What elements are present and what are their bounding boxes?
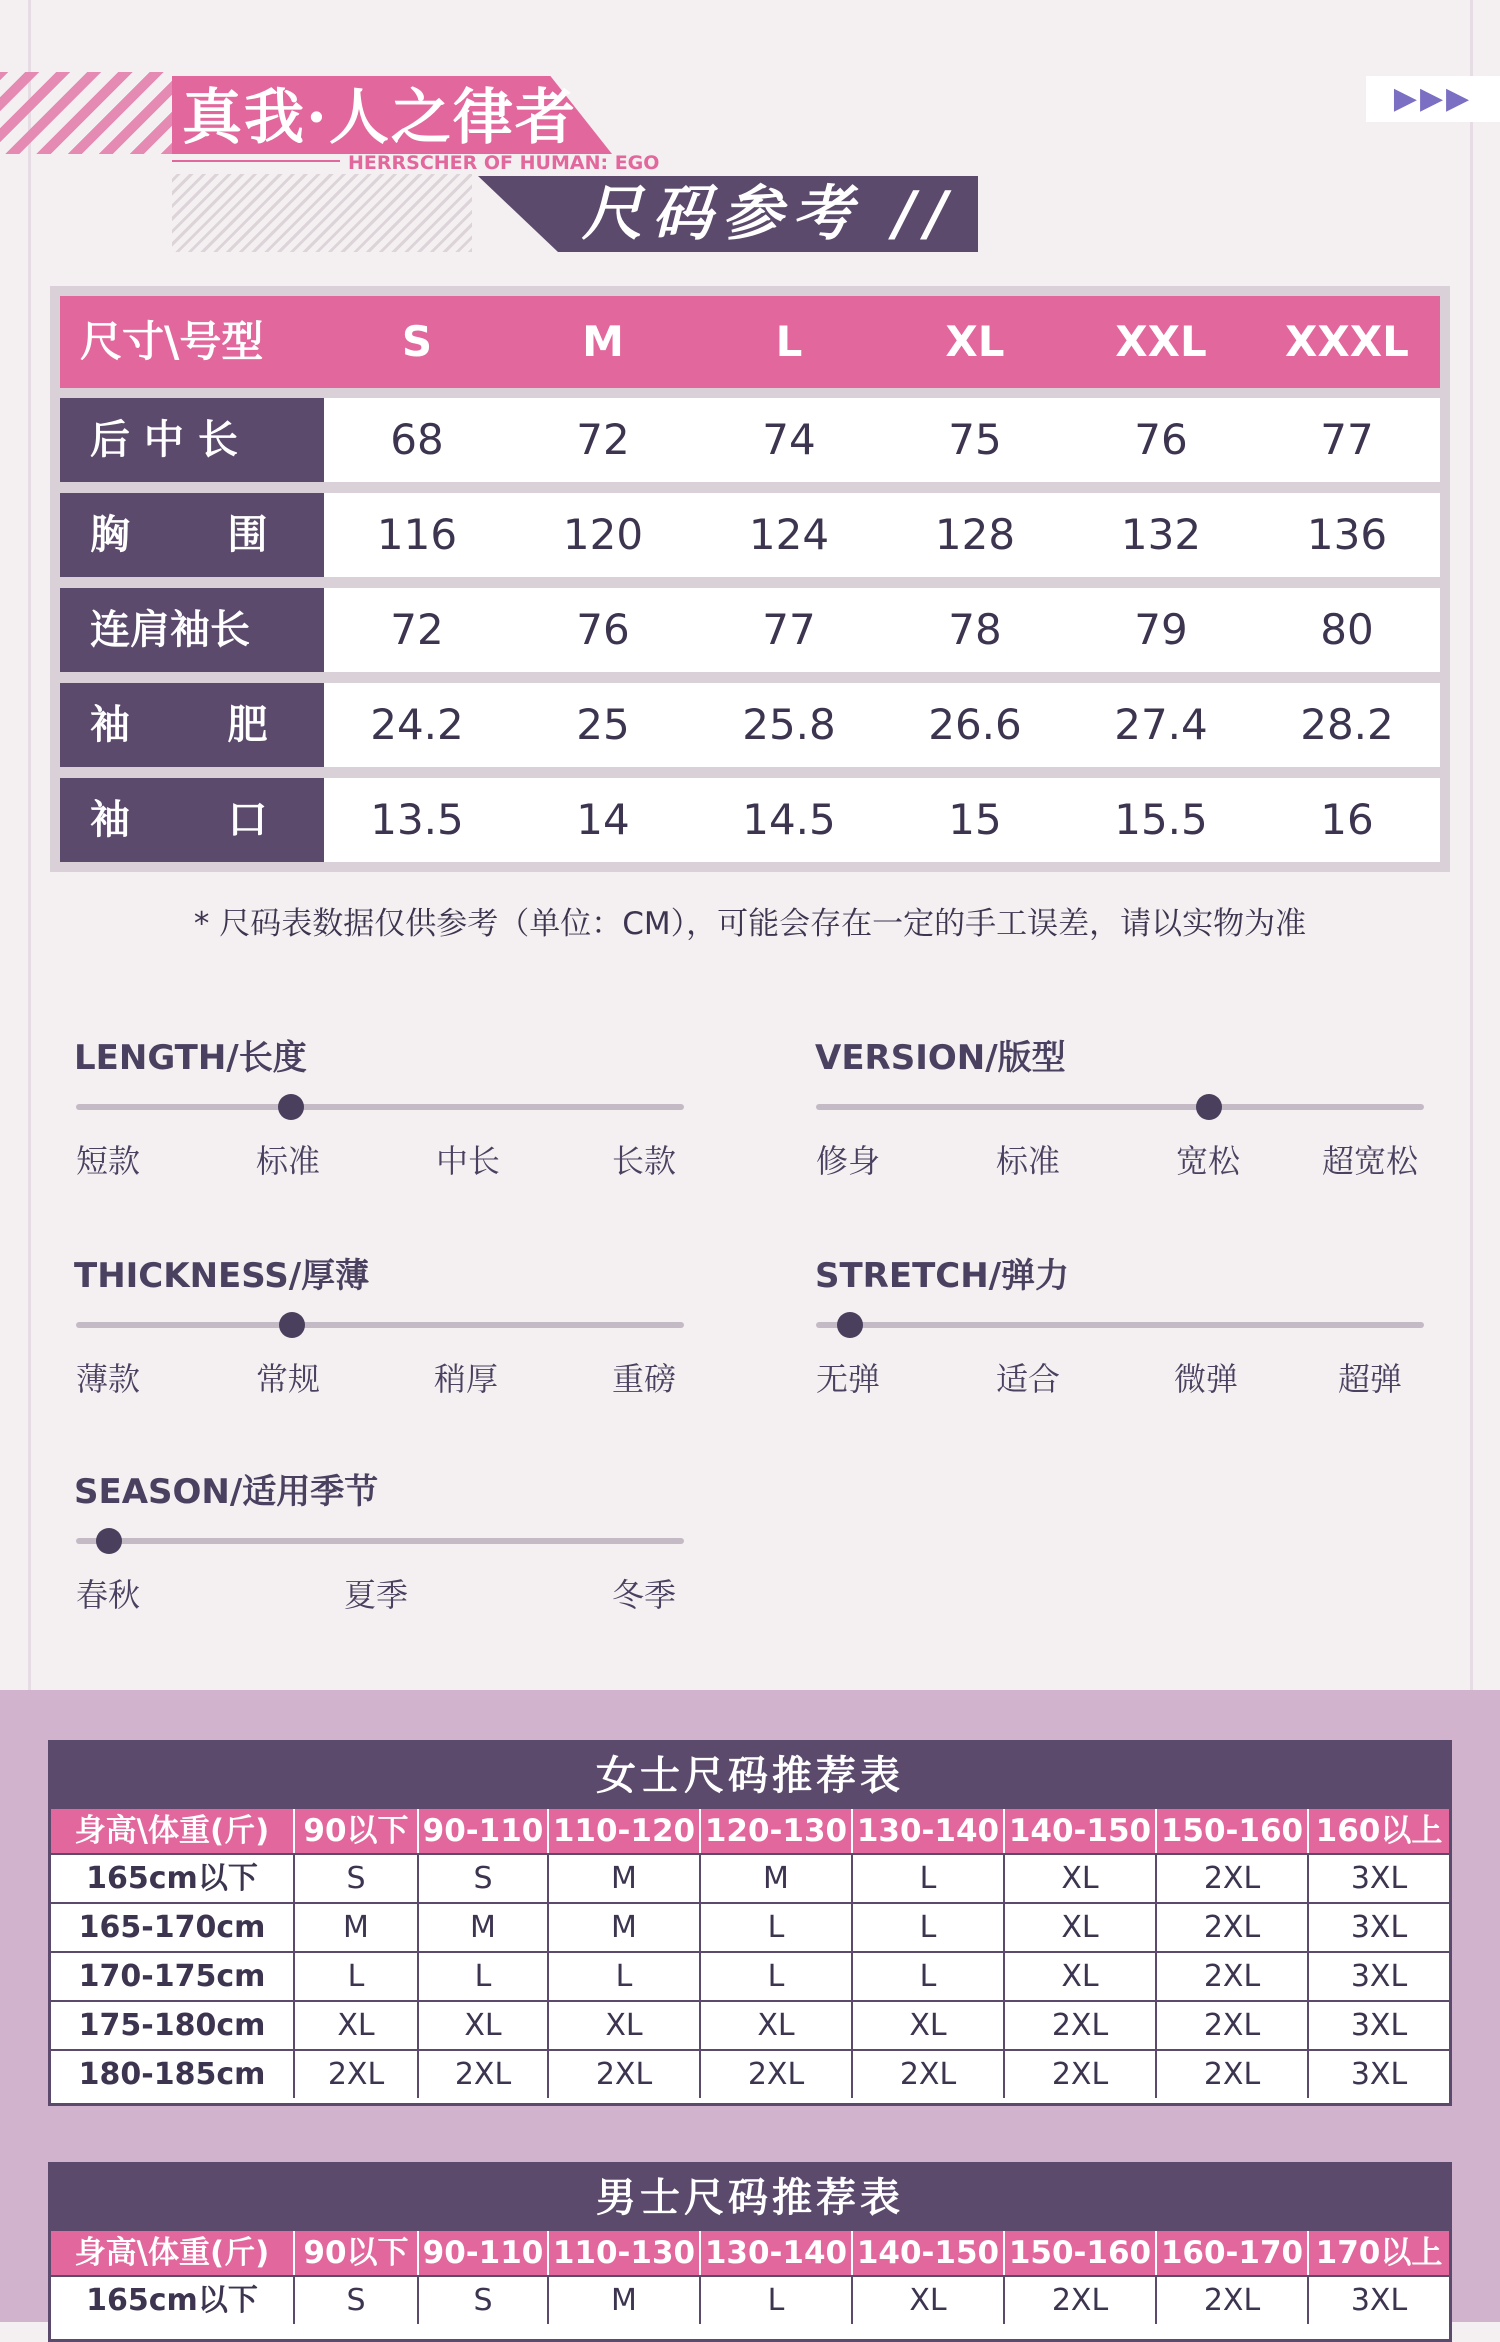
table-cell: 128: [934, 510, 1016, 559]
header-cell: S: [401, 317, 433, 366]
table-cell: XL: [1003, 1953, 1155, 2000]
row-label: 袖 口: [60, 778, 324, 862]
slider-title: LENGTH/长度: [74, 1038, 307, 1078]
header-cell: 160以上: [1307, 1809, 1449, 1853]
slider-title: STRETCH/弹力: [815, 1256, 1070, 1296]
table-cell: 76: [576, 605, 630, 654]
slider-label: 宽松: [1176, 1142, 1241, 1180]
table-row: [51, 2000, 1449, 2049]
table-cell: XL: [293, 2002, 417, 2049]
table-cell: 26.6: [928, 700, 1022, 749]
header-cell: 160-170: [1155, 2231, 1307, 2275]
table-cell: XL: [851, 2002, 1003, 2049]
header-cell: 90-110: [417, 1809, 547, 1853]
slider-label: 标准: [996, 1142, 1061, 1180]
table-cell: L: [699, 1904, 851, 1951]
header-cell: 90-110: [417, 2231, 547, 2275]
slider-track: [816, 1322, 1424, 1328]
table-cell: 14.5: [742, 795, 836, 844]
table-row: [51, 1853, 1449, 1902]
row-label: 袖 肥: [60, 683, 324, 767]
table-cell: M: [547, 1855, 699, 1902]
table-cell: 2XL: [1155, 2002, 1307, 2049]
table-cell: 2XL: [1155, 1855, 1307, 1902]
table-cell: 14: [576, 795, 630, 844]
header-cell: M: [582, 317, 624, 366]
slider-label: 超宽松: [1322, 1142, 1419, 1180]
table-title: 男士尺码推荐表: [51, 2165, 1449, 2231]
slider-label: 标准: [256, 1142, 321, 1180]
table-cell: 16: [1320, 795, 1374, 844]
header-cell: 130-140: [851, 1809, 1003, 1853]
slider-label: 短款: [76, 1142, 141, 1180]
table-cell: 2XL: [1155, 1953, 1307, 2000]
slider-label: 薄款: [76, 1360, 141, 1398]
decor-stripes: [0, 72, 175, 154]
table-cell: 2XL: [293, 2051, 417, 2098]
header-cell: 110-130: [547, 2231, 699, 2275]
table-cell: 2XL: [699, 2051, 851, 2098]
slider-label: 微弹: [1174, 1360, 1239, 1398]
table-cell: M: [547, 2277, 699, 2324]
slider-label: 稍厚: [434, 1360, 499, 1398]
table-cell: 2XL: [417, 2051, 547, 2098]
row-label: 后 中 长: [60, 398, 324, 482]
decor-line: [172, 160, 340, 162]
table-cell: S: [293, 1855, 417, 1902]
table-cell: 3XL: [1307, 1855, 1449, 1902]
header-cell: 120-130: [699, 1809, 851, 1853]
table-cell: 180-185cm: [78, 2057, 266, 2092]
header-cell: 140-150: [1003, 1809, 1155, 1853]
header-cell: XXXL: [1285, 317, 1409, 366]
table-cell: 3XL: [1307, 1904, 1449, 1951]
slider-knob: [279, 1312, 305, 1338]
table-cell: 24.2: [370, 700, 464, 749]
table-cell: L: [851, 1855, 1003, 1902]
table-row: [60, 778, 1440, 862]
table-cell: 25.8: [742, 700, 836, 749]
slider-label: 长款: [612, 1142, 677, 1180]
table-cell: M: [293, 1904, 417, 1951]
table-cell: 2XL: [1003, 2051, 1155, 2098]
table-cell: 2XL: [1003, 2277, 1155, 2324]
product-subtitle-en: HERRSCHER OF HUMAN: EGO: [348, 152, 660, 174]
slider-title: THICKNESS/厚薄: [74, 1256, 370, 1296]
slider-knob: [1196, 1094, 1222, 1120]
table-cell: 25: [576, 700, 630, 749]
table-cell: XL: [1003, 1855, 1155, 1902]
table-cell: 120: [562, 510, 644, 559]
men-size-table: [48, 2162, 1452, 2342]
slider-label: 中长: [436, 1142, 501, 1180]
header-cell: XL: [945, 317, 1005, 366]
table-cell: 74: [762, 415, 816, 464]
table-cell: 124: [748, 510, 830, 559]
table-header: [51, 1809, 1449, 1853]
table-cell: 2XL: [851, 2051, 1003, 2098]
table-cell: 2XL: [1155, 2277, 1307, 2324]
slider-title: VERSION/版型: [815, 1038, 1066, 1078]
product-title: 真我·人之律者: [182, 83, 577, 153]
table-cell: L: [851, 1953, 1003, 2000]
table-header: [51, 2231, 1449, 2275]
slider-knob: [837, 1312, 863, 1338]
slider-title: SEASON/适用季节: [74, 1472, 379, 1512]
table-cell: M: [699, 1855, 851, 1902]
table-cell: 3XL: [1307, 2051, 1449, 2098]
table-cell: 170-175cm: [78, 1959, 266, 1994]
arrows-icon: ▶▶▶: [1366, 76, 1500, 122]
row-label: 胸 围: [60, 493, 324, 577]
table-row: [60, 398, 1440, 482]
slider-label: 春秋: [76, 1576, 141, 1614]
table-cell: 15: [948, 795, 1002, 844]
slider-label: 冬季: [612, 1576, 677, 1614]
table-cell: L: [699, 1953, 851, 2000]
slider-track: [76, 1538, 684, 1544]
table-cell: 76: [1134, 415, 1188, 464]
header-cell: 130-140: [699, 2231, 851, 2275]
slider-label: 夏季: [344, 1576, 409, 1614]
slider-knob: [278, 1094, 304, 1120]
table-cell: 80: [1320, 605, 1374, 654]
table-cell: 3XL: [1307, 2002, 1449, 2049]
table-cell: 68: [390, 415, 444, 464]
table-cell: L: [293, 1953, 417, 2000]
table-cell: 77: [762, 605, 816, 654]
table-cell: 2XL: [547, 2051, 699, 2098]
header-cell: 150-160: [1003, 2231, 1155, 2275]
table-cell: 165cm以下: [86, 1861, 258, 1896]
slider-track: [76, 1104, 684, 1110]
size-table-header: [60, 296, 1440, 388]
slider-track: [816, 1104, 1424, 1110]
table-cell: 165cm以下: [86, 2283, 258, 2318]
table-cell: 175-180cm: [78, 2008, 266, 2043]
table-cell: XL: [699, 2002, 851, 2049]
table-row: [60, 493, 1440, 577]
table-cell: S: [417, 2277, 547, 2324]
table-cell: S: [417, 1855, 547, 1902]
header-cell: 身高\体重(斤): [74, 2235, 270, 2271]
table-cell: 3XL: [1307, 1953, 1449, 2000]
table-cell: XL: [851, 2277, 1003, 2324]
table-cell: 2XL: [1003, 2002, 1155, 2049]
women-size-table: [48, 1740, 1452, 2106]
header-cell: 90以下: [293, 1809, 417, 1853]
table-cell: L: [851, 1904, 1003, 1951]
slider-label: 超弹: [1338, 1360, 1403, 1398]
table-cell: XL: [417, 2002, 547, 2049]
table-cell: 3XL: [1307, 2277, 1449, 2324]
decor-line: [1470, 0, 1473, 1690]
header-cell: 110-120: [547, 1809, 699, 1853]
table-cell: 72: [390, 605, 444, 654]
slider-label: 无弹: [816, 1360, 881, 1398]
header-cell: 140-150: [851, 2231, 1003, 2275]
header-cell: 170以上: [1307, 2231, 1449, 2275]
table-cell: 116: [376, 510, 458, 559]
table-cell: 28.2: [1300, 700, 1394, 749]
table-cell: 2XL: [1155, 2051, 1307, 2098]
table-cell: 165-170cm: [78, 1910, 266, 1945]
header-cell: 身高\体重(斤): [74, 1813, 270, 1849]
slider-knob: [96, 1528, 122, 1554]
table-title: 女士尺码推荐表: [51, 1743, 1449, 1809]
table-cell: M: [417, 1904, 547, 1951]
table-cell: M: [547, 1904, 699, 1951]
table-cell: 77: [1320, 415, 1374, 464]
table-cell: 132: [1120, 510, 1202, 559]
table-cell: 72: [576, 415, 630, 464]
header-cell: 尺寸\号型: [80, 317, 264, 366]
header-cell: 150-160: [1155, 1809, 1307, 1853]
table-row: [51, 2275, 1449, 2324]
table-cell: 78: [948, 605, 1002, 654]
table-row: [51, 1902, 1449, 1951]
table-cell: XL: [547, 2002, 699, 2049]
table-cell: L: [417, 1953, 547, 2000]
header-cell: L: [775, 317, 803, 366]
table-row: [60, 683, 1440, 767]
table-row: [60, 588, 1440, 672]
header-cell: 90以下: [293, 2231, 417, 2275]
slider-label: 修身: [816, 1142, 881, 1180]
table-cell: XL: [1003, 1904, 1155, 1951]
table-cell: 75: [948, 415, 1002, 464]
row-label: 连肩袖长: [60, 588, 324, 672]
table-cell: 13.5: [370, 795, 464, 844]
table-cell: L: [547, 1953, 699, 2000]
slider-label: 适合: [996, 1360, 1061, 1398]
size-note: * 尺码表数据仅供参考（单位：CM），可能会存在一定的手工误差，请以实物为准: [193, 906, 1307, 942]
table-row: [51, 2049, 1449, 2098]
table-cell: 79: [1134, 605, 1188, 654]
slider-label: 重磅: [612, 1360, 677, 1398]
table-cell: 15.5: [1114, 795, 1208, 844]
decor-hatch: [172, 174, 472, 252]
table-cell: L: [699, 2277, 851, 2324]
header-cell: XXL: [1115, 317, 1207, 366]
table-cell: 27.4: [1114, 700, 1208, 749]
table-row: [51, 1951, 1449, 2000]
slider-label: 常规: [256, 1360, 321, 1398]
size-ref-title: 尺码参考 //: [582, 179, 957, 249]
slider-track: [76, 1322, 684, 1328]
table-cell: 2XL: [1155, 1904, 1307, 1951]
table-cell: 136: [1306, 510, 1388, 559]
decor-line: [28, 0, 31, 1690]
table-cell: S: [293, 2277, 417, 2324]
